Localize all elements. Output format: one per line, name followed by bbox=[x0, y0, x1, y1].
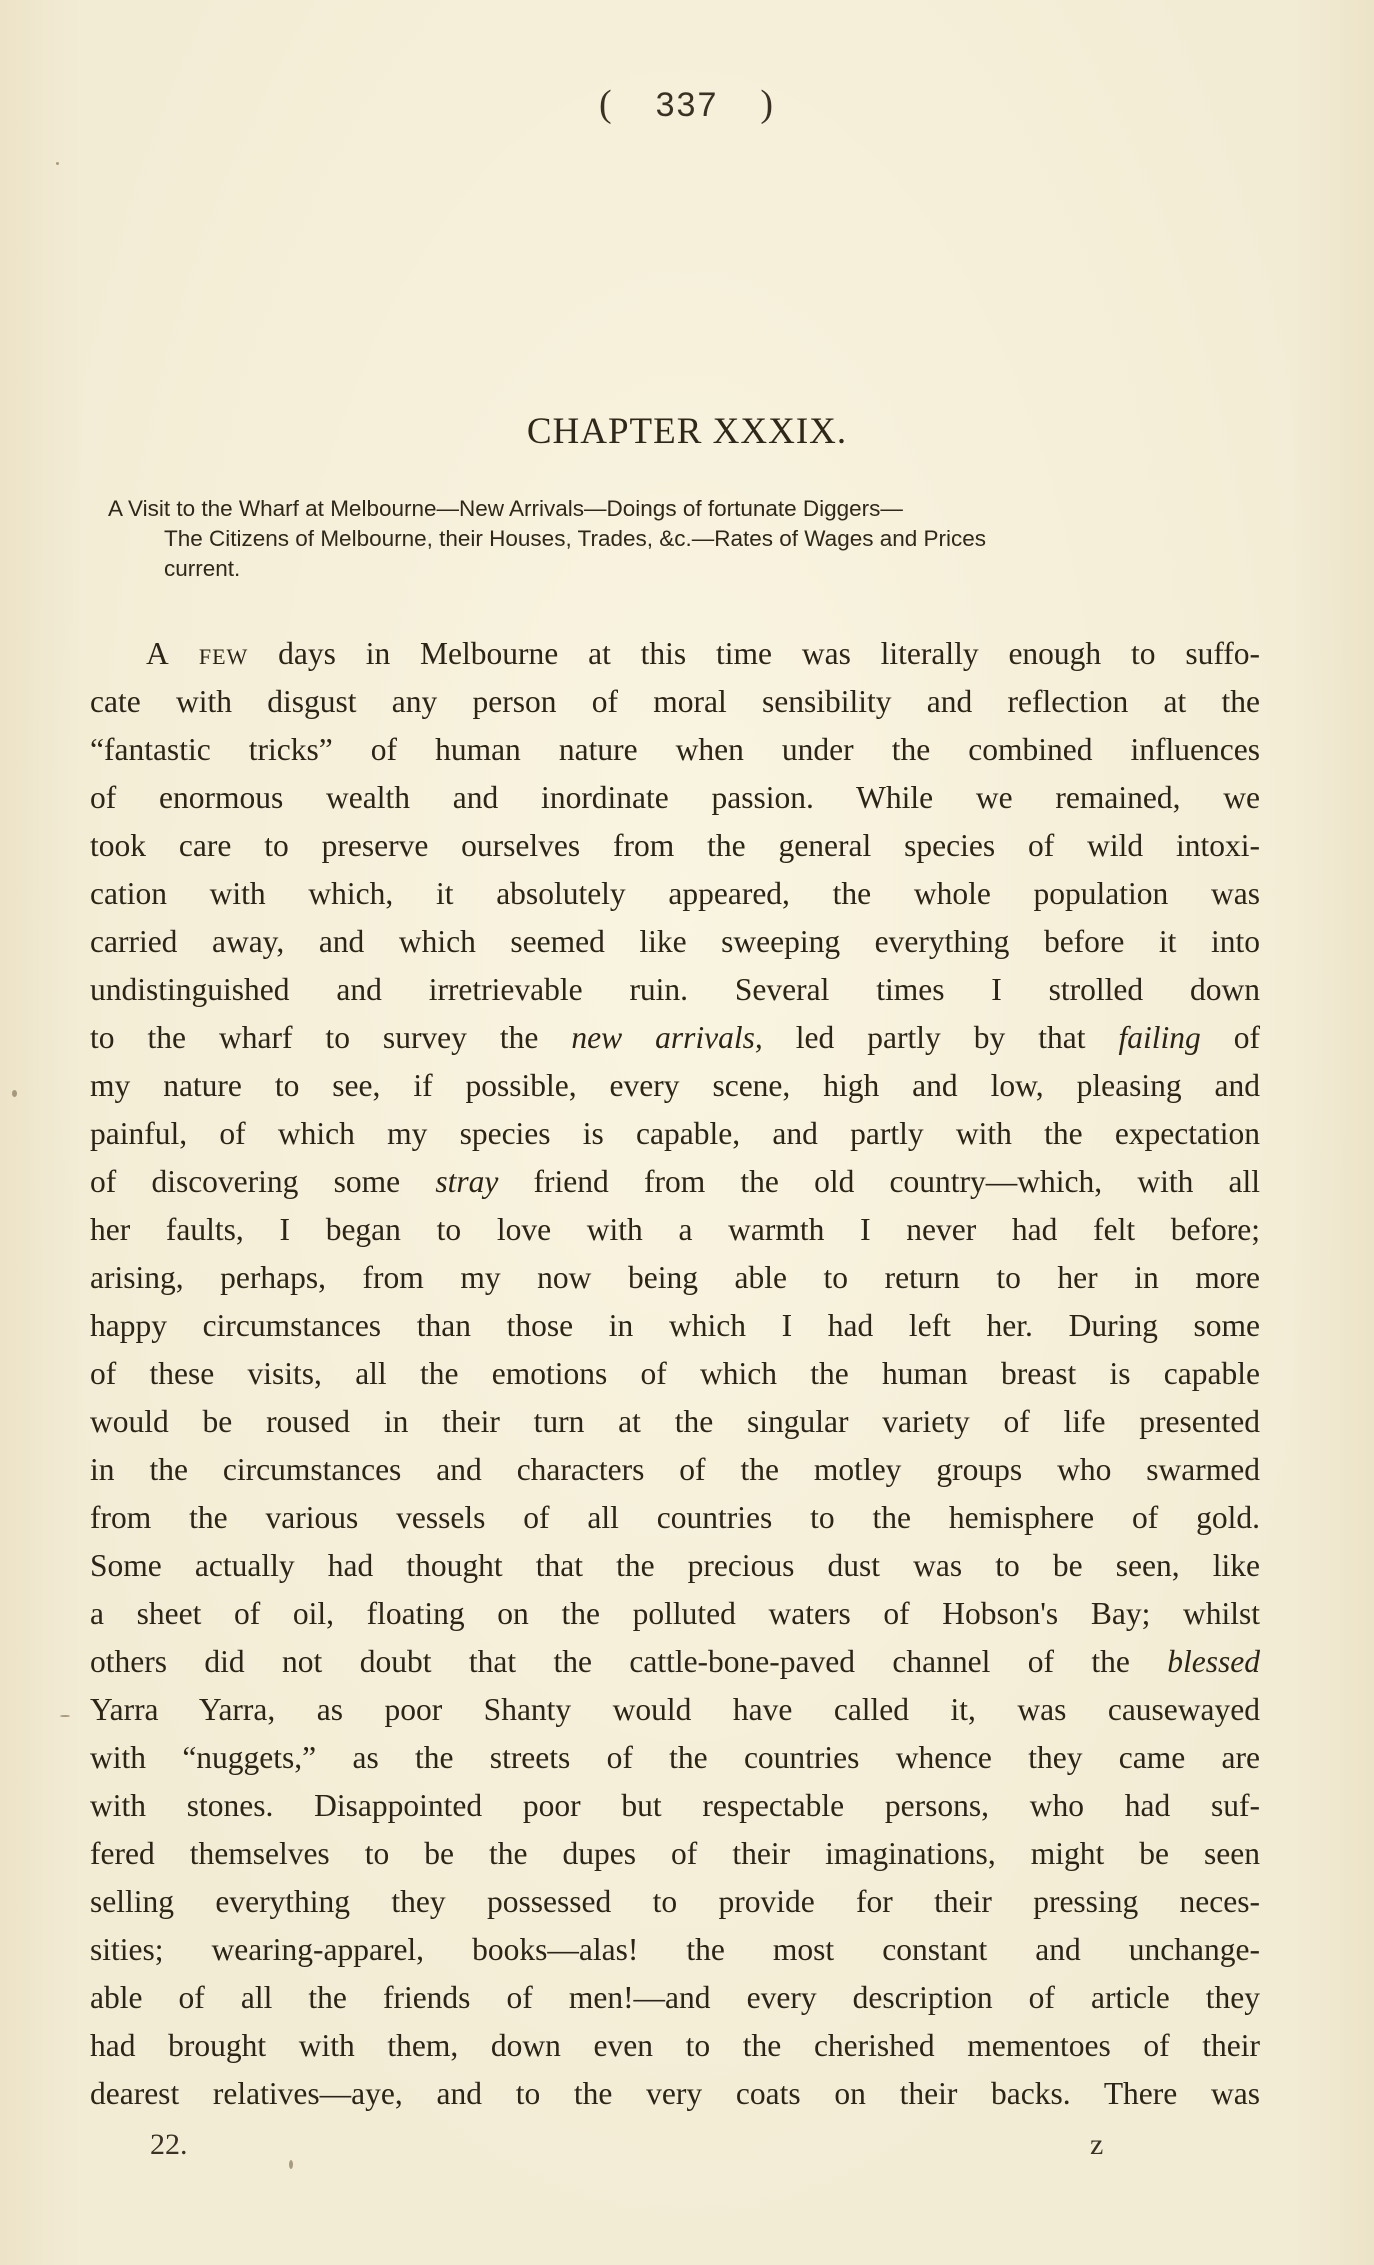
page-number-header bbox=[0, 82, 1374, 126]
paper-speck bbox=[60, 1715, 70, 1717]
body-line bbox=[90, 1014, 1260, 1062]
opening-words: A few bbox=[146, 636, 249, 671]
body-line: dearest relatives—aye, and to the very coats on their backs. There was bbox=[90, 2076, 1260, 2111]
body-line: painful, of which my species is capable, and partly with the expectation bbox=[90, 1116, 1260, 1151]
chapter-synopsis bbox=[108, 494, 1268, 584]
body-text bbox=[90, 630, 1260, 2118]
synopsis-line: current. bbox=[164, 556, 241, 581]
body-line bbox=[90, 1158, 1260, 1206]
body-line: her faults, I began to love with a warmth I never had felt before; bbox=[90, 1212, 1260, 1247]
body-line: a sheet of oil, floating on the polluted waters of Hobson's Bay; whilst bbox=[90, 1596, 1260, 1631]
body-line: with “nuggets,” as the streets of the countries whence they came are bbox=[90, 1740, 1260, 1775]
body-line: undistinguished and irretrievable ruin. Several times I strolled down bbox=[90, 972, 1260, 1007]
sheet-letter: z bbox=[1090, 2128, 1104, 2161]
body-line: Yarra Yarra, as poor Shanty would have called it, was causewayed bbox=[90, 1692, 1260, 1727]
body-line-text: of discovering some bbox=[90, 1164, 401, 1199]
body-line: sities; wearing-apparel, books—alas! the most constant and unchange- bbox=[90, 1932, 1260, 1967]
signature-mark: 22. bbox=[150, 2128, 188, 2161]
body-line: from the various vessels of all countries to the hemisphere of gold. bbox=[90, 1500, 1260, 1535]
body-line: with stones. Disappointed poor but respectable persons, who had suf- bbox=[90, 1788, 1260, 1823]
body-line: of these visits, all the emotions of which the human breast is capable bbox=[90, 1356, 1260, 1391]
synopsis-line: The Citizens of Melbourne, their Houses, Trades, &c.—Rates of Wages and Prices bbox=[164, 526, 987, 551]
open-paren: ( bbox=[598, 83, 614, 125]
body-line-text: led partly by that bbox=[795, 1020, 1086, 1055]
body-line: able of all the friends of men!—and every description of article they bbox=[90, 1980, 1260, 2015]
body-line: took care to preserve ourselves from the general species of wild intoxi- bbox=[90, 828, 1260, 863]
body-line: fered themselves to be the dupes of their imaginations, might be seen bbox=[90, 1836, 1260, 1871]
body-line-text: of bbox=[1233, 1020, 1260, 1055]
body-line-text: to the wharf to survey the bbox=[90, 1020, 539, 1055]
paper-speck bbox=[289, 2160, 293, 2169]
italic-phrase: blessed bbox=[1167, 1644, 1260, 1679]
body-line: carried away, and which seemed like sweeping everything before it into bbox=[90, 924, 1260, 959]
body-line: of enormous wealth and inordinate passion. While we remained, we bbox=[90, 780, 1260, 815]
body-line-text: others did not doubt that the cattle-bone-paved channel of the bbox=[90, 1644, 1130, 1679]
body-line: in the circumstances and characters of the motley groups who swarmed bbox=[90, 1452, 1260, 1487]
body-line: cate with disgust any person of moral sensibility and reflection at the bbox=[90, 684, 1260, 719]
body-line-text: friend from the old country—which, with all bbox=[533, 1164, 1261, 1199]
italic-phrase: failing bbox=[1118, 1020, 1201, 1055]
body-line-text: days in Melbourne at this time was literally enough to suffo- bbox=[278, 636, 1261, 671]
body-line: my nature to see, if possible, every scene, high and low, pleasing and bbox=[90, 1068, 1260, 1103]
body-line: would be roused in their turn at the singular variety of life presented bbox=[90, 1404, 1260, 1439]
page-number: 337 bbox=[655, 86, 719, 124]
page-footer bbox=[0, 2128, 1374, 2168]
body-line: had brought with them, down even to the cherished mementoes of their bbox=[90, 2028, 1260, 2063]
body-line bbox=[90, 630, 1260, 678]
italic-phrase: stray bbox=[435, 1164, 499, 1199]
synopsis-line: A Visit to the Wharf at Melbourne—New Arrivals—Doings of fortunate Diggers— bbox=[108, 496, 903, 521]
body-line: “fantastic tricks” of human nature when under the combined influences bbox=[90, 732, 1260, 767]
chapter-title: CHAPTER XXXIX. bbox=[526, 411, 848, 452]
close-paren: ) bbox=[760, 83, 776, 125]
body-line: Some actually had thought that the precious dust was to be seen, like bbox=[90, 1548, 1260, 1583]
body-line bbox=[90, 1638, 1260, 1686]
paper-speck bbox=[56, 162, 59, 165]
body-line: cation with which, it absolutely appeared, the whole population was bbox=[90, 876, 1260, 911]
body-line: selling everything they possessed to provide for their pressing neces- bbox=[90, 1884, 1260, 1919]
italic-phrase: new arrivals, bbox=[571, 1020, 763, 1055]
paper-speck bbox=[12, 1090, 17, 1097]
body-line: happy circumstances than those in which I had left her. During some bbox=[90, 1308, 1260, 1343]
body-line: arising, perhaps, from my now being able to return to her in more bbox=[90, 1260, 1260, 1295]
